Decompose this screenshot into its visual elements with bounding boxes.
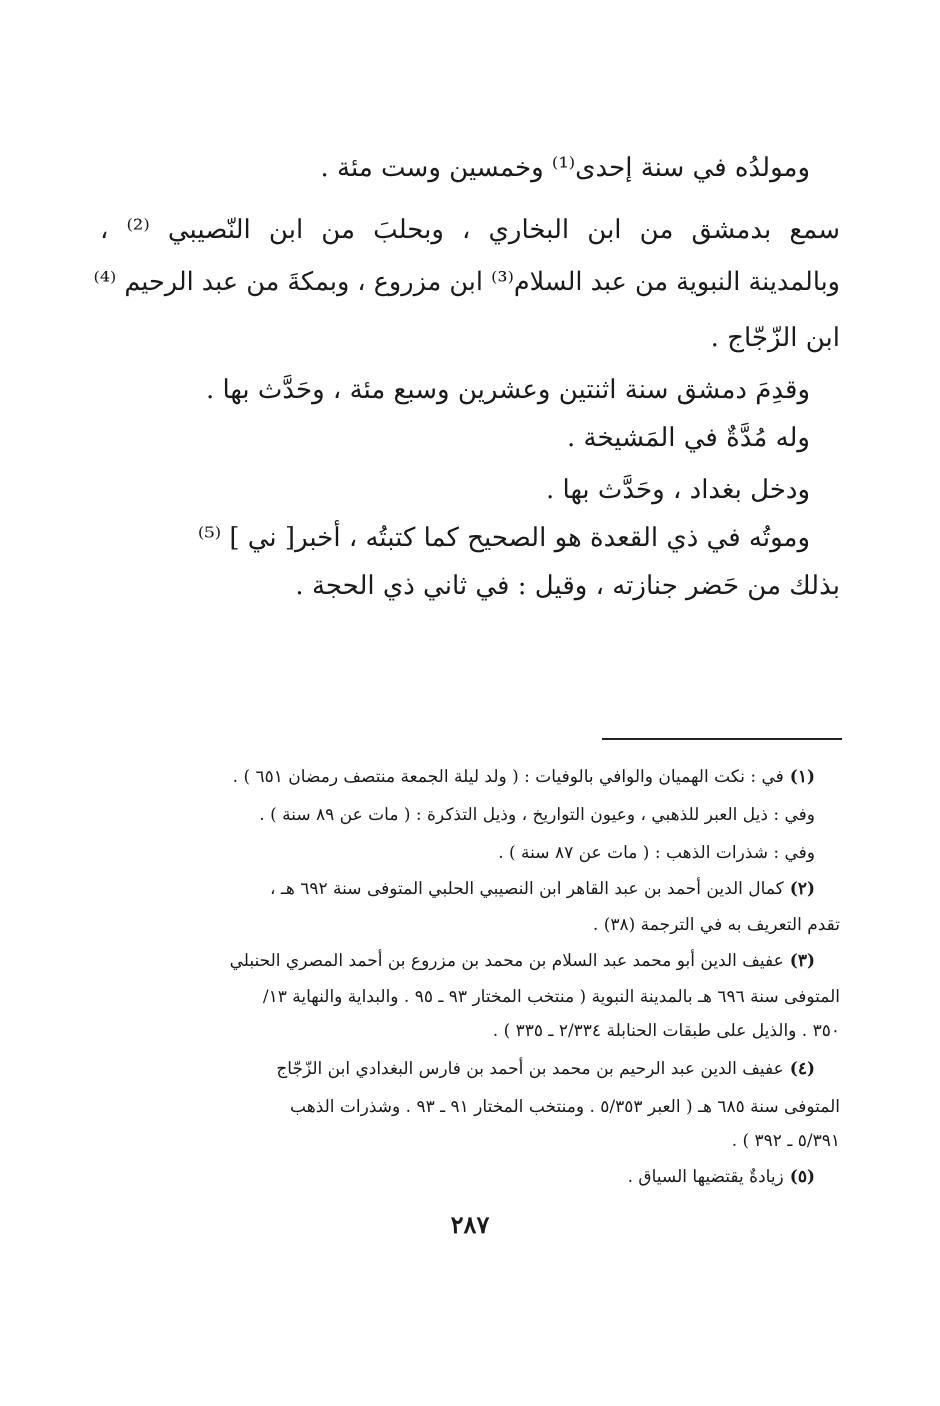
footnote-line-11	[732, 1126, 840, 1156]
footnote-text: المتوفى سنة ٦٩٦ هـ بالمدينة النبوية ( منتخب المختار ٩٣ ـ ٩٥ . والبداية والنهاية ١٣/	[262, 987, 840, 1007]
main-text-line-6: وله مُدَّةٌ في المَشيخة .	[567, 423, 810, 453]
footnote-text: تقدم التعريف به في الترجمة (٣٨) .	[592, 915, 840, 935]
footnote-number: (٢)	[789, 879, 815, 899]
footnote-number: (٣)	[789, 951, 815, 971]
footnote-text: وفي : ذيل العبر للذهبي ، وعيون التواريخ ، وذيل التذكرة : ( مات عن ٨٩ سنة ) .	[259, 805, 815, 825]
main-text-line-5: وقدِمَ دمشق سنة اثنتين وعشرين وسبع مئة ، وحَدَّث بها .	[205, 375, 810, 405]
footnote-text: عفيف الدين عبد الرحيم بن محمد بن أحمد بن فارس البغدادي ابن الزّجّاج	[276, 1059, 784, 1079]
footnote-line-2	[259, 800, 815, 830]
main-text-line-9: بذلك من حَضر جنازته ، وقيل : في ثاني ذي الحجة .	[295, 571, 840, 601]
footnote-text: عفيف الدين أبو محمد عبد السلام بن محمد بن مزروع بن أحمد المصري الحنبلي	[229, 951, 784, 971]
footnote-text: ٣٥٠ . والذيل على طبقات الحنابلة ٢/٣٣٤ ـ ٣٣٥ ) .	[492, 1021, 840, 1041]
footnote-line-8	[493, 1016, 840, 1046]
footnote-text: ٥/٣٩١ ـ ٣٩٢ ) .	[731, 1131, 840, 1151]
footnote-text: زيادةٌ يقتضيها السياق .	[627, 1167, 784, 1187]
footnote-text: كمال الدين أحمد بن عبد القاهر ابن النصيبي الحلبي المتوفى سنة ٦٩٢ هـ ،	[270, 879, 784, 899]
footnote-line-12	[628, 1162, 815, 1192]
main-text-line-3: وبالمدينة النبوية من عبد السلام⁽³⁾ ابن مزروع ، وبمكةَ من عبد الرحيم ⁽⁴⁾	[93, 267, 840, 297]
main-text-line-2: سمع بدمشق من ابن البخاري ، وبحلبَ من ابن النّصيبي ⁽²⁾ ،	[100, 215, 840, 245]
footnote-divider	[602, 738, 842, 740]
main-text-line-1: ومولدُه في سنة إحدى⁽¹⁾ وخمسين وست مئة .	[320, 153, 810, 183]
footnote-line-3	[498, 838, 815, 868]
footnote-line-6	[230, 946, 815, 976]
footnote-text: في : نكت الهميان والوافي بالوفيات : ( ولد ليلة الجمعة منتصف رمضان ٦٥١ ) .	[232, 767, 784, 787]
main-text-line-7: ودخل بغداد ، وحَدَّث بها .	[546, 475, 810, 505]
footnote-line-5	[593, 910, 840, 940]
footnote-line-4	[270, 874, 815, 904]
footnote-number: (٤)	[789, 1059, 815, 1079]
main-text-line-4: ابن الزّجّاج .	[710, 323, 840, 353]
footnote-text: وفي : شذرات الذهب : ( مات عن ٨٧ سنة ) .	[498, 843, 815, 863]
footnote-text: المتوفى سنة ٦٨٥ هـ ( العبر ٥/٣٥٣ . ومنتخب المختار ٩١ ـ ٩٣ . وشذرات الذهب	[290, 1097, 840, 1117]
footnote-number: (٥)	[789, 1167, 815, 1187]
page-number: ٢٨٧	[450, 1210, 490, 1239]
footnote-line-9	[276, 1054, 815, 1084]
main-text-line-8: وموتُه في ذي القعدة هو الصحيح كما كتبتُه ، أخبر[ ني ] ⁽⁵⁾	[197, 523, 810, 553]
footnote-number: (١)	[789, 767, 815, 787]
footnote-line-7	[263, 982, 840, 1012]
footnote-line-10	[290, 1092, 840, 1122]
footnote-line-1	[233, 762, 815, 792]
